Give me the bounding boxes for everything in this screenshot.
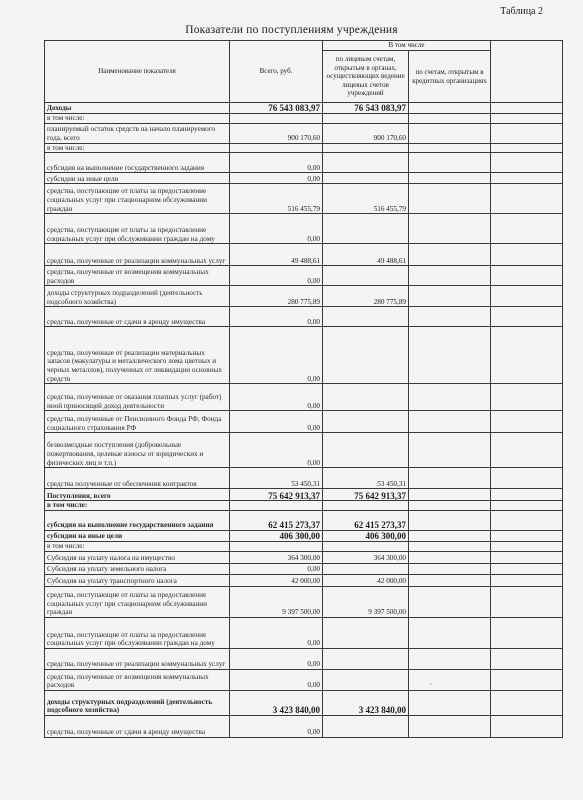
table-row [45,327,563,384]
row-extra-cell [491,563,563,574]
row-name-cell: средства, полученные от Пенсионного Фонда РФ, Фонда социального страхования РФ [45,411,230,433]
table-row [45,648,563,669]
row-bank-cell [409,103,491,114]
row-bank-cell [409,586,491,617]
row-extra-cell [491,586,563,617]
row-total-cell: 364 300,00 [230,551,323,563]
table-row [45,530,563,541]
row-total-cell: 75 642 913,37 [230,489,323,501]
row-treasury-cell [323,648,409,669]
row-total-cell: 9 397 500,00 [230,586,323,617]
row-extra-cell [491,173,563,184]
row-extra-cell [491,384,563,411]
row-name-cell: средства, поступающие от платы за предоставление социальных услуг при обслуживании граждан на дому [45,214,230,244]
table-row [45,173,563,184]
row-extra-cell [491,489,563,501]
row-name-cell: Доходы [45,103,230,114]
table-row [45,411,563,433]
row-bank-cell [409,384,491,411]
row-extra-cell [491,690,563,715]
row-treasury-cell [323,411,409,433]
pen-mark: ʹ [430,682,432,691]
table-row [45,286,563,307]
row-treasury-cell [323,214,409,244]
row-total-cell [230,143,323,153]
row-total-cell: 0,00 [230,411,323,433]
row-name-cell: доходы структурных подразделений (деятельность подсобного хозяйства) [45,286,230,307]
row-treasury-cell: 76 543 083,97 [323,103,409,114]
row-name-cell: средства, полученные от оказания платных услуг (работ) иной приносящей доход деятельности [45,384,230,411]
row-name-cell: Субсидия на уплату транспортного налога [45,574,230,586]
header-blank-column [491,41,563,103]
row-name-cell: субсидия на выполнение государственного задания [45,510,230,530]
row-bank-cell [409,510,491,530]
row-name-cell: Субсидия на уплату налога на имущество [45,551,230,563]
row-bank-cell [409,541,491,551]
row-bank-cell [409,648,491,669]
table-row [45,489,563,501]
header-indicator-name: Наименование показателя [45,41,230,103]
row-bank-cell [409,327,491,384]
table-row [45,123,563,143]
row-extra-cell [491,551,563,563]
row-treasury-cell [323,501,409,511]
row-total-cell: 0,00 [230,715,323,737]
row-name-cell: средства, полученные от реализации коммунальных услуг [45,648,230,669]
row-bank-cell [409,244,491,266]
table-row [45,214,563,244]
row-total-cell [230,114,323,124]
row-total-cell: 0,00 [230,214,323,244]
row-treasury-cell [323,327,409,384]
header-including-group: В том числе [323,41,491,51]
row-treasury-cell: 75 642 913,37 [323,489,409,501]
row-extra-cell [491,266,563,286]
table-row [45,510,563,530]
row-extra-cell [491,327,563,384]
table-row [45,307,563,327]
row-bank-cell [409,551,491,563]
row-extra-cell [491,411,563,433]
table-number-label: Таблица 2 [500,6,543,17]
row-treasury-cell: 280 775,89 [323,286,409,307]
row-total-cell: 0,00 [230,617,323,648]
row-treasury-cell [323,617,409,648]
row-extra-cell [491,617,563,648]
row-total-cell: 53 450,31 [230,468,323,489]
row-treasury-cell [323,384,409,411]
document-title: Показатели по поступлениям учреждения [185,24,398,36]
row-total-cell: 0,00 [230,266,323,286]
table-row [45,468,563,489]
row-treasury-cell: 42 000,00 [323,574,409,586]
row-bank-cell [409,114,491,124]
row-name-cell: в том числе: [45,114,230,124]
row-extra-cell [491,143,563,153]
row-bank-cell [409,669,491,690]
row-extra-cell [491,530,563,541]
table-row [45,184,563,214]
row-total-cell: 49 488,61 [230,244,323,266]
row-treasury-cell: 364 300,00 [323,551,409,563]
row-total-cell: 42 000,00 [230,574,323,586]
row-name-cell: доходы структурных подразделений (деятельность подсобного хозяйства) [45,690,230,715]
row-treasury-cell: 516 455,79 [323,184,409,214]
row-extra-cell [491,501,563,511]
row-name-cell: субсидия на выполнение государственного задания [45,153,230,173]
table-row [45,617,563,648]
row-extra-cell [491,286,563,307]
row-name-cell: средства, полученные от реализации коммунальных услуг [45,244,230,266]
row-extra-cell [491,184,563,214]
row-treasury-cell [323,715,409,737]
row-total-cell: 0,00 [230,669,323,690]
table-row [45,690,563,715]
row-bank-cell [409,214,491,244]
row-name-cell: субсидии на иные цели [45,173,230,184]
row-bank-cell [409,489,491,501]
row-total-cell: 3 423 840,00 [230,690,323,715]
row-extra-cell [491,510,563,530]
row-name-cell: в том числе: [45,541,230,551]
row-bank-cell [409,563,491,574]
row-treasury-cell [323,563,409,574]
row-treasury-cell: 49 488,61 [323,244,409,266]
row-extra-cell [491,648,563,669]
row-bank-cell [409,153,491,173]
row-total-cell: 516 455,79 [230,184,323,214]
header-total: Всего, руб. [230,41,323,103]
row-treasury-cell [323,143,409,153]
row-treasury-cell: 53 450,31 [323,468,409,489]
row-bank-cell [409,123,491,143]
row-name-cell: средства, поступающие от платы за предоставление социальных услуг при стационарном обслуживании граждан [45,586,230,617]
table-row [45,551,563,563]
row-name-cell: средства, полученные от сдачи в аренду имущества [45,307,230,327]
row-extra-cell [491,214,563,244]
row-total-cell: 0,00 [230,153,323,173]
row-bank-cell [409,286,491,307]
row-name-cell: средства, полученные от возмещения коммунальных расходов [45,669,230,690]
row-treasury-cell: 62 415 273,37 [323,510,409,530]
table-row [45,244,563,266]
row-name-cell: в том числе: [45,143,230,153]
row-extra-cell [491,244,563,266]
table-body [45,103,563,738]
row-bank-cell [409,530,491,541]
row-name-cell: средства, поступающие от платы за предоставление социальных услуг при обслуживании граждан на дому [45,617,230,648]
row-bank-cell [409,501,491,511]
row-bank-cell [409,617,491,648]
row-total-cell: 62 415 273,37 [230,510,323,530]
row-treasury-cell [323,266,409,286]
row-bank-cell [409,574,491,586]
row-total-cell [230,541,323,551]
row-total-cell: 0,00 [230,433,323,468]
row-treasury-cell [323,541,409,551]
table-row [45,501,563,511]
row-treasury-cell [323,307,409,327]
row-bank-cell [409,715,491,737]
row-name-cell: средства, поступающие от платы за предоставление социальных услуг при стационарном обслуживании граждан [45,184,230,214]
row-bank-cell [409,411,491,433]
table-row [45,143,563,153]
row-bank-cell [409,143,491,153]
row-extra-cell [491,715,563,737]
row-extra-cell [491,541,563,551]
row-total-cell: 0,00 [230,307,323,327]
row-bank-cell [409,433,491,468]
row-extra-cell [491,468,563,489]
row-extra-cell [491,433,563,468]
row-name-cell: средства полученные от обеспечения контрактов [45,468,230,489]
row-extra-cell [491,574,563,586]
row-bank-cell [409,307,491,327]
row-name-cell: субсидии на иные цели [45,530,230,541]
row-bank-cell [409,266,491,286]
row-total-cell: 76 543 083,97 [230,103,323,114]
row-bank-cell [409,184,491,214]
row-bank-cell [409,468,491,489]
table-row [45,563,563,574]
row-treasury-cell [323,433,409,468]
row-name-cell: средства, полученные от возмещения коммунальных расходов [45,266,230,286]
table-row [45,715,563,737]
row-name-cell: безвозмездные поступления (добровольные пожертвования, целевые взносы от юридических и физических лиц и т.п.) [45,433,230,468]
table-row [45,114,563,124]
row-total-cell: 406 300,00 [230,530,323,541]
row-total-cell: 0,00 [230,648,323,669]
row-treasury-cell: 3 423 840,00 [323,690,409,715]
table-row [45,433,563,468]
table-row [45,586,563,617]
row-treasury-cell [323,153,409,173]
row-total-cell: 0,00 [230,563,323,574]
row-treasury-cell: 406 300,00 [323,530,409,541]
table-row [45,153,563,173]
row-name-cell: средства, полученные от реализации материальных запасов (макулатуры и металлического лома цветных и черных металлов), полученных от ликвидации основных средств [45,327,230,384]
row-extra-cell [491,669,563,690]
row-total-cell: 900 170,60 [230,123,323,143]
row-treasury-cell: 9 397 500,00 [323,586,409,617]
row-bank-cell [409,173,491,184]
header-treasury-accounts: по лицевым счетам, открытым в органах, осуществляющих ведение лицевых счетов учреждений [323,51,409,103]
table-row [45,266,563,286]
row-name-cell: средства, полученные от сдачи в аренду имущества [45,715,230,737]
row-extra-cell [491,153,563,173]
row-bank-cell [409,690,491,715]
row-extra-cell [491,114,563,124]
row-total-cell [230,501,323,511]
row-extra-cell [491,103,563,114]
row-name-cell: Субсидия на уплату земельного налога [45,563,230,574]
row-total-cell: 280 775,89 [230,286,323,307]
table-row [45,574,563,586]
row-name-cell: Поступления, всего [45,489,230,501]
row-treasury-cell [323,173,409,184]
table-row [45,669,563,690]
table-row [45,541,563,551]
revenue-table [44,40,563,738]
row-total-cell: 0,00 [230,384,323,411]
row-total-cell: 0,00 [230,327,323,384]
row-treasury-cell [323,114,409,124]
row-treasury-cell [323,669,409,690]
row-treasury-cell: 900 170,60 [323,123,409,143]
row-name-cell: планируемый остаток средств на начало планируемого года, всего [45,123,230,143]
table-row [45,103,563,114]
header-bank-accounts: по счетам, открытым в кредитных организациях [409,51,491,103]
table-row [45,384,563,411]
row-extra-cell [491,307,563,327]
row-total-cell: 0,00 [230,173,323,184]
row-name-cell: в том числе: [45,501,230,511]
row-extra-cell [491,123,563,143]
